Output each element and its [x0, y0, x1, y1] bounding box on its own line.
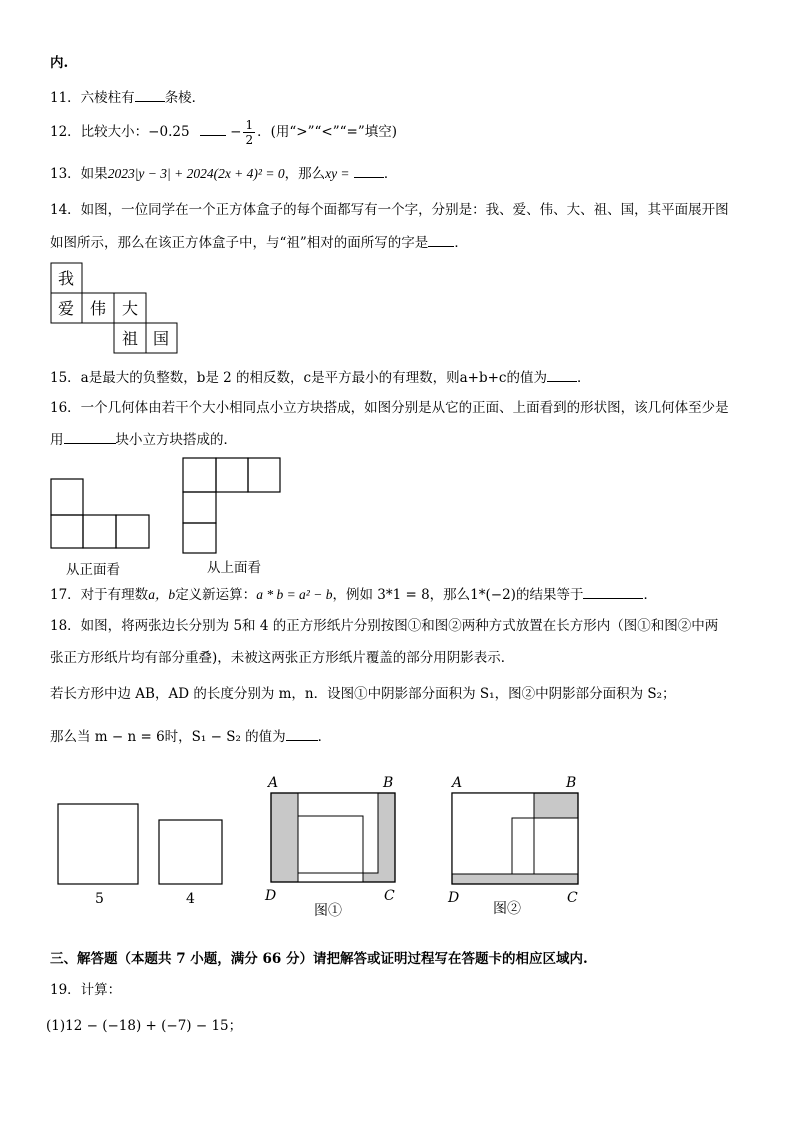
label-d: D — [448, 890, 460, 906]
square-5-label: 5 — [95, 891, 104, 907]
answer-blank — [64, 429, 116, 444]
question-17: 17．对于有理数a，b定义新运算：a * b = a² − b，例如 3*1 = 8，那么1*(−2)的结果等于 ． — [50, 584, 657, 605]
answer-blank — [135, 87, 165, 102]
figure-2 — [445, 772, 585, 922]
label-a: A — [452, 775, 463, 791]
section-3-heading: 三、解答题（本题共 7 小题，满分 66 分）请把解答或证明过程写在答题卡的相应区域内. — [50, 951, 588, 967]
question-18-line1: 18．如图，将两张边长分别为 5和 4 的正方形纸片分别按图①和图②两种方式放置在长方形内（图①和图②中两 — [50, 618, 719, 634]
label-c: C — [384, 888, 395, 904]
answer-blank — [547, 367, 577, 382]
label-d: D — [265, 888, 277, 904]
front-view-label: 从正面看 — [66, 562, 120, 578]
square-4-label: 4 — [186, 891, 195, 907]
net-char: 我 — [57, 269, 75, 288]
fraction-one-half: $\frac{1}{2}$ — [245, 118, 254, 147]
answer-blank — [354, 163, 384, 178]
question-11: 11．六棱柱有 条棱． — [50, 87, 205, 108]
top-view-label: 从上面看 — [207, 560, 261, 576]
question-16-line2: 用 块小立方块搭成的． — [50, 429, 237, 450]
question-18-line3: 若长方形中边 AB，AD 的长度分别为 m，n．设图①中阴影部分面积为 S₁，图②中阴影部分面积为 S₂； — [50, 686, 676, 702]
figure-1 — [262, 772, 402, 922]
figure-1-caption: 图① — [314, 903, 342, 919]
net-char: 大 — [121, 299, 139, 318]
cube-net-figure — [50, 262, 180, 356]
question-16-line1: 16．一个几何体由若干个大小相同点小立方块搭成，如图分别是从它的正面、上面看到的形状图，该几何体至少是 — [50, 400, 729, 416]
label-b: B — [566, 775, 577, 791]
question-15: 15．a是最大的负整数，b是 2 的相反数，c是平方最小的有理数，则a+b+c的值为 ． — [50, 367, 590, 388]
square-5 — [58, 804, 138, 884]
net-char: 国 — [152, 329, 170, 348]
answer-blank — [428, 232, 454, 247]
label-c: C — [567, 890, 578, 906]
figure-2-caption: 图② — [493, 901, 521, 917]
net-char: 爱 — [57, 299, 75, 318]
paper-squares-figure — [55, 800, 230, 910]
question-12: 12．比较大小：−0.25 − $\frac{1}{2}$ ．(用“>”“<”“=”填空) — [50, 118, 397, 147]
net-char: 伟 — [89, 299, 107, 318]
question-18-line2: 张正方形纸片均有部分重叠)，未被这两张正方形纸片覆盖的部分用阴影表示． — [50, 650, 515, 666]
square-4-placed — [512, 818, 578, 874]
question-13: 13．如果2023|y − 3| + 2024(2x + 4)² = 0，那么xy = ． — [50, 163, 397, 184]
label-a: A — [268, 775, 279, 791]
question-19-part1: (1)12 − (−18) + (−7) − 15； — [46, 1018, 243, 1034]
label-b: B — [383, 775, 394, 791]
answer-blank — [200, 121, 226, 136]
front-view-figure — [50, 478, 155, 578]
question-14-line2: 如图所示，那么在该正方体盒子中，与“祖”相对的面所写的字是 ． — [50, 232, 468, 253]
net-char: 祖 — [121, 329, 139, 348]
question-19-title: 19．计算： — [50, 982, 122, 998]
section-heading-tail: 内. — [50, 55, 69, 71]
answer-blank — [583, 584, 643, 599]
square-4 — [159, 820, 222, 884]
question-18-line4: 那么当 m − n = 6时，S₁ − S₂ 的值为 ． — [50, 726, 331, 747]
question-14-line1: 14．如图，一位同学在一个正方体盒子的每个面都写有一个字，分别是：我、爱、伟、大、祖、国，其平面展开图 — [50, 202, 729, 218]
top-view-figure — [181, 456, 286, 578]
answer-blank — [286, 726, 318, 741]
